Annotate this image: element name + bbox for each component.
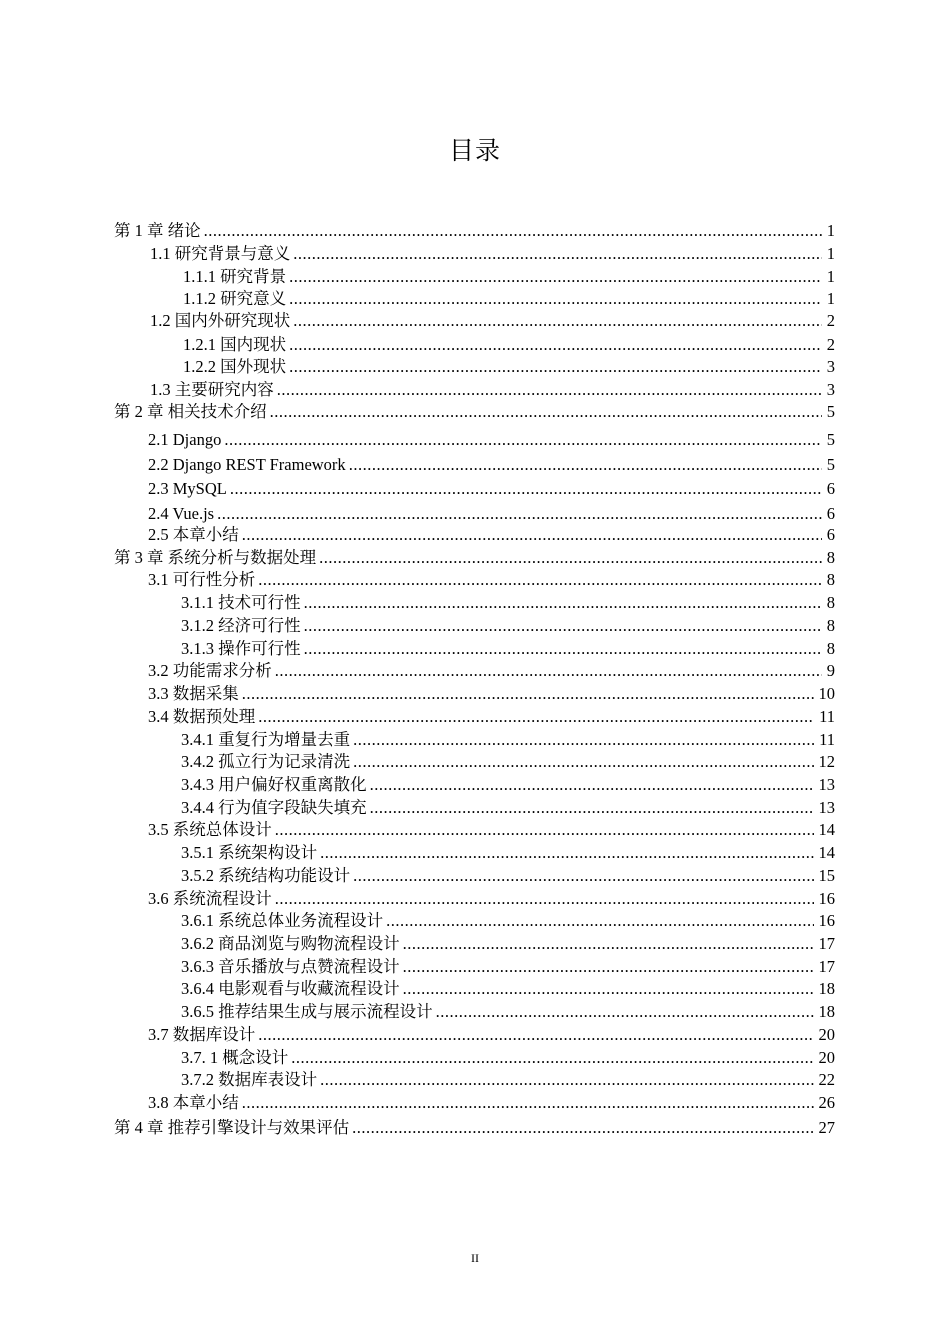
toc-entry-page: 8 [826,639,835,658]
toc-entry-page: 11 [819,707,835,726]
toc-entry-page: 22 [818,1070,835,1089]
toc-entry [181,797,835,819]
toc-entry-label: 3.6.5 推荐结果生成与展示流程设计 [181,1002,433,1021]
toc-dot-leader [304,615,822,637]
toc-dot-leader [304,592,822,614]
toc-dot-leader [242,1092,814,1114]
toc-dot-leader [275,660,822,682]
toc-dot-leader [289,266,822,288]
toc-entry-label: 3.7.2 数据库表设计 [181,1070,318,1089]
toc-entry-page: 5 [826,402,835,421]
toc-entry-label: 3.8 本章小结 [148,1093,239,1112]
toc-dot-leader [277,379,822,401]
toc-entry-page: 14 [818,820,835,839]
toc-entry [148,1092,835,1114]
toc-entry [181,615,835,637]
toc-entry-label: 3.6 系统流程设计 [148,889,272,908]
toc-dot-leader [242,683,814,705]
toc-entry-label: 1.1.2 研究意义 [183,289,287,308]
toc-entry-label: 2.1 Django [148,430,222,449]
toc-entry-page: 15 [818,866,835,885]
toc-entry-label: 3.1.2 经济可行性 [181,616,301,635]
toc-entry-page: 18 [818,979,835,998]
toc-entry-page: 17 [818,957,835,976]
toc-entry [148,478,835,500]
toc-entry-label: 2.4 Vue.js [148,504,215,523]
toc-entry-label: 3.6.4 电影观看与收藏流程设计 [181,979,400,998]
toc-entry-label: 3.2 功能需求分析 [148,661,272,680]
toc-entry-label: 3.1.3 操作可行性 [181,639,301,658]
toc-entry [150,243,835,265]
toc-entry-page: 6 [826,525,835,544]
toc-entry-label: 3.7. 1 概念设计 [181,1048,289,1067]
toc-entry-label: 第 1 章 绪论 [114,221,201,240]
toc-entry [181,1069,835,1091]
toc-entry [181,1047,835,1069]
toc-entry [148,819,835,841]
toc-entry-page: 1 [826,289,835,308]
toc-entry [181,978,835,1000]
toc-entry-page: 3 [826,380,835,399]
toc-dot-leader [258,706,814,728]
toc-entry [114,401,835,423]
toc-entry [181,910,835,932]
toc-dot-leader [353,751,813,773]
toc-entry [148,569,835,591]
toc-entry [148,454,835,476]
toc-entry [148,683,835,705]
toc-entry [181,933,835,955]
toc-entry-page: 6 [826,504,835,523]
toc-entry-label: 3.1.1 技术可行性 [181,593,301,612]
toc-dot-leader [258,1024,813,1046]
toc-entry [148,503,835,525]
toc-entry-page: 1 [826,244,835,263]
toc-dot-leader [293,243,822,265]
toc-entry-page: 16 [818,889,835,908]
toc-entry-page: 26 [818,1093,835,1112]
toc-entry-label: 3.5 系统总体设计 [148,820,272,839]
toc-entry-label: 3.1 可行性分析 [148,570,256,589]
toc-entry [181,774,835,796]
toc-entry-label: 1.2 国内外研究现状 [150,311,291,330]
toc-dot-leader [275,819,814,841]
toc-entry-label: 3.6.3 音乐播放与点赞流程设计 [181,957,400,976]
toc-entry [181,592,835,614]
toc-entry [148,429,835,451]
toc-entry-page: 6 [826,479,835,498]
toc-dot-leader [289,288,822,310]
toc-dot-leader [293,310,822,332]
toc-entry-label: 3.7 数据库设计 [148,1025,256,1044]
toc-dot-leader [436,1001,814,1023]
toc-dot-leader [258,569,822,591]
toc-entry-label: 3.5.2 系统结构功能设计 [181,866,351,885]
toc-entry [114,220,835,242]
toc-dot-leader [349,454,822,476]
toc-entry-page: 18 [818,1002,835,1021]
toc-entry-label: 第 2 章 相关技术介绍 [114,402,267,421]
toc-dot-leader [270,401,822,423]
toc-dot-leader [204,220,822,242]
toc-entry-label: 3.6.2 商品浏览与购物流程设计 [181,934,400,953]
toc-dot-leader [242,524,822,546]
toc-entry [148,706,835,728]
toc-entry-page: 13 [818,775,835,794]
toc-entry-label: 1.1 研究背景与意义 [150,244,291,263]
toc-entry [181,1001,835,1023]
toc-entry [148,1024,835,1046]
toc-entry [181,865,835,887]
toc-entry-label: 3.4.4 行为值字段缺失填充 [181,798,367,817]
toc-entry-label: 1.3 主要研究内容 [150,380,274,399]
toc-entry-page: 1 [826,267,835,286]
toc-entry-page: 13 [818,798,835,817]
toc-entry [181,842,835,864]
toc-entry [114,1117,835,1139]
toc-dot-leader [289,334,822,356]
toc-entry-page: 16 [818,911,835,930]
toc-entry-label: 3.4 数据预处理 [148,707,256,726]
toc-entry-label: 第 3 章 系统分析与数据处理 [114,548,317,567]
toc-entry-page: 8 [826,548,835,567]
toc-entry-page: 2 [826,335,835,354]
toc-entry-page: 8 [826,616,835,635]
toc-entry [181,638,835,660]
toc-entry [148,888,835,910]
toc-dot-leader [403,933,814,955]
toc-dot-leader [230,478,822,500]
toc-dot-leader [403,978,814,1000]
page-number: II [471,1251,479,1265]
toc-entry-label: 2.2 Django REST Framework [148,455,346,474]
toc-dot-leader [224,429,821,451]
toc-entry [181,729,835,751]
toc-entry-page: 1 [826,221,835,240]
toc-dot-leader [217,503,822,525]
toc-dot-leader [319,547,822,569]
toc-entry-page: 20 [818,1048,835,1067]
toc-dot-leader [352,1117,813,1139]
toc-entry-page: 8 [826,570,835,589]
toc-entry-label: 2.5 本章小结 [148,525,239,544]
toc-entry [114,547,835,569]
page-title: 目录 [448,138,501,165]
toc-entry-page: 5 [826,430,835,449]
toc-entry-label: 1.2.2 国外现状 [183,357,287,376]
toc-entry [150,310,835,332]
toc-entry-page: 10 [818,684,835,703]
toc-entry-page: 20 [818,1025,835,1044]
toc-dot-leader [320,1069,813,1091]
toc-entry [181,751,835,773]
toc-entry-label: 1.2.1 国内现状 [183,335,287,354]
toc-dot-leader [320,842,813,864]
toc-entry [148,660,835,682]
toc-dot-leader [291,1047,813,1069]
toc-entry-label: 1.1.1 研究背景 [183,267,287,286]
toc-entry-label: 3.3 数据采集 [148,684,239,703]
toc-entry [150,379,835,401]
toc-entry [148,524,835,546]
toc-entry [183,266,835,288]
toc-entry-page: 9 [826,661,835,680]
toc-dot-leader [275,888,814,910]
toc-entry-label: 3.4.2 孤立行为记录清洗 [181,752,351,771]
toc-entry-page: 12 [818,752,835,771]
toc-entry-page: 3 [826,357,835,376]
toc-entry-page: 14 [818,843,835,862]
toc-entry-label: 2.3 MySQL [148,479,227,498]
toc-entry-page: 11 [819,730,835,749]
toc-entry-label: 3.4.3 用户偏好权重离散化 [181,775,367,794]
toc-entry [183,288,835,310]
toc-entry-label: 3.6.1 系统总体业务流程设计 [181,911,384,930]
toc-entry [183,356,835,378]
toc-dot-leader [403,956,814,978]
toc-dot-leader [386,910,813,932]
toc-dot-leader [370,774,814,796]
toc-dot-leader [353,729,814,751]
toc-entry [181,956,835,978]
toc-entry-page: 8 [826,593,835,612]
toc-dot-leader [289,356,822,378]
toc-entry-label: 3.4.1 重复行为增量去重 [181,730,351,749]
toc-entry-page: 2 [826,311,835,330]
toc-dot-leader [304,638,822,660]
toc-entry-label: 3.5.1 系统架构设计 [181,843,318,862]
toc-entry-page: 17 [818,934,835,953]
toc-dot-leader [353,865,813,887]
toc-dot-leader [370,797,814,819]
toc-entry [183,334,835,356]
toc-entry-page: 5 [826,455,835,474]
toc-entry-page: 27 [818,1118,835,1137]
toc-entry-label: 第 4 章 推荐引擎设计与效果评估 [114,1118,350,1137]
